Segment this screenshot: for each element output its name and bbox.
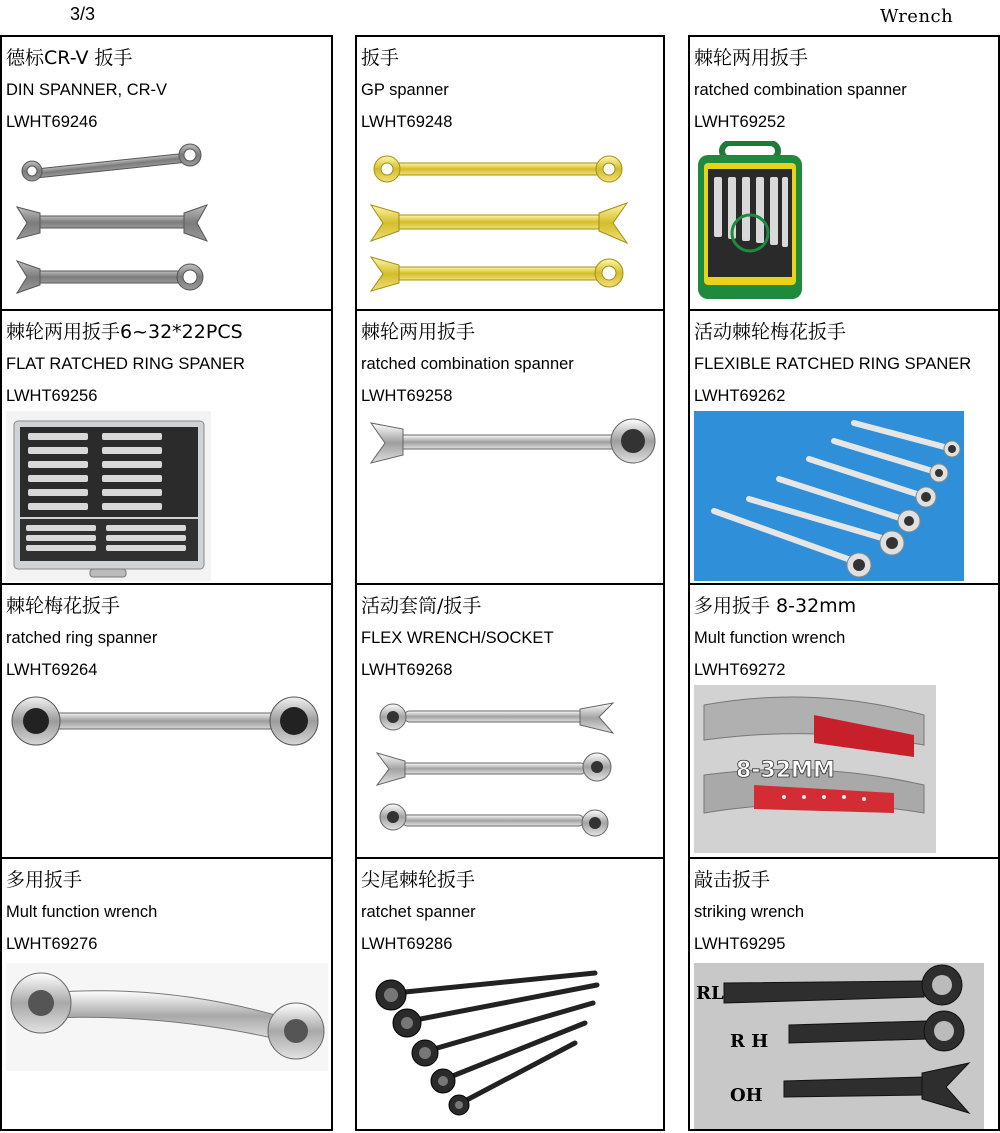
product-name-en: ratchet spanner xyxy=(361,903,476,921)
product-cell xyxy=(0,35,333,311)
product-name-cn: 德标CR-V 扳手 xyxy=(6,47,133,69)
product-code: LWHT69252 xyxy=(694,113,786,131)
product-code: LWHT69268 xyxy=(361,661,453,679)
product-code: LWHT69258 xyxy=(361,387,453,405)
product-code: LWHT69286 xyxy=(361,935,453,953)
category-header: Wrench xyxy=(880,6,954,27)
ratchet-spanner-image xyxy=(365,963,605,1123)
product-name-cn: 敲击扳手 xyxy=(694,869,771,891)
product-name-cn: 扳手 xyxy=(361,47,400,69)
product-name-cn: 多用扳手 xyxy=(6,869,83,891)
column-2 xyxy=(355,35,665,1131)
product-name-en: Mult function wrench xyxy=(694,629,846,647)
product-name-cn: 尖尾棘轮扳手 xyxy=(361,869,476,891)
product-name-en: ratched ring spanner xyxy=(6,629,158,647)
flexible-ratchet-spanner-image xyxy=(694,411,964,581)
product-code: LWHT69295 xyxy=(694,935,786,953)
product-code: LWHT69264 xyxy=(6,661,98,679)
product-name-en: FLAT RATCHED RING SPANER xyxy=(6,355,245,373)
product-code: LWHT69248 xyxy=(361,113,453,131)
product-code: LWHT69256 xyxy=(6,387,98,405)
gp-spanner-image xyxy=(369,149,629,299)
product-name-en: ratched combination spanner xyxy=(361,355,574,373)
product-name-en: FLEXIBLE RATCHED RING SPANER xyxy=(694,355,972,373)
column-1 xyxy=(0,35,333,1131)
flex-wrench-socket-image xyxy=(375,695,615,845)
product-cell xyxy=(355,857,665,1131)
product-cell xyxy=(0,857,333,1131)
product-cell xyxy=(688,583,1000,859)
product-cell xyxy=(0,583,333,859)
oh-label: OH xyxy=(730,1085,763,1106)
product-cell xyxy=(355,35,665,311)
product-name-cn: 多用扳手 8-32mm xyxy=(694,595,857,617)
product-cell xyxy=(355,583,665,859)
product-cell xyxy=(0,309,333,585)
rl-label: RL xyxy=(696,983,724,1004)
page-number: 3/3 xyxy=(70,4,96,24)
product-code: LWHT69262 xyxy=(694,387,786,405)
product-name-en: DIN SPANNER, CR-V xyxy=(6,81,168,99)
product-cell xyxy=(688,857,1000,1131)
ratchet-combination-spanner-image xyxy=(367,415,657,475)
product-cell xyxy=(688,35,1000,311)
striking-wrench-image xyxy=(694,963,984,1131)
product-name-cn: 棘轮梅花扳手 xyxy=(6,595,121,617)
product-name-cn: 活动棘轮梅花扳手 xyxy=(694,321,847,343)
product-name-en: striking wrench xyxy=(694,903,805,921)
spanner-set-case-image xyxy=(6,411,211,581)
product-name-cn: 活动套筒/扳手 xyxy=(361,595,482,617)
rh-label: R H xyxy=(730,1031,769,1052)
product-name-en: Mult function wrench xyxy=(6,903,158,921)
product-cell xyxy=(355,309,665,585)
product-code: LWHT69272 xyxy=(694,661,786,679)
mult-function-wrench-pack-image xyxy=(694,685,936,853)
product-name-cn: 棘轮两用扳手 xyxy=(694,47,809,69)
ratchet-set-case-image xyxy=(696,141,806,301)
product-name-en: GP spanner xyxy=(361,81,449,99)
product-code: LWHT69246 xyxy=(6,113,98,131)
size-label: 8-32MM xyxy=(736,758,835,783)
column-3 xyxy=(688,35,1000,1131)
ratchet-ring-spanner-image xyxy=(10,693,320,753)
product-name-en: FLEX WRENCH/SOCKET xyxy=(361,629,554,647)
product-name-en: ratched combination spanner xyxy=(694,81,907,99)
product-name-cn: 棘轮两用扳手 xyxy=(361,321,476,343)
product-name-cn: 棘轮两用扳手6~32*22PCS xyxy=(6,321,243,343)
product-cell xyxy=(688,309,1000,585)
multi-function-wrench-image xyxy=(6,963,328,1071)
din-spanner-image xyxy=(12,143,212,303)
product-code: LWHT69276 xyxy=(6,935,98,953)
